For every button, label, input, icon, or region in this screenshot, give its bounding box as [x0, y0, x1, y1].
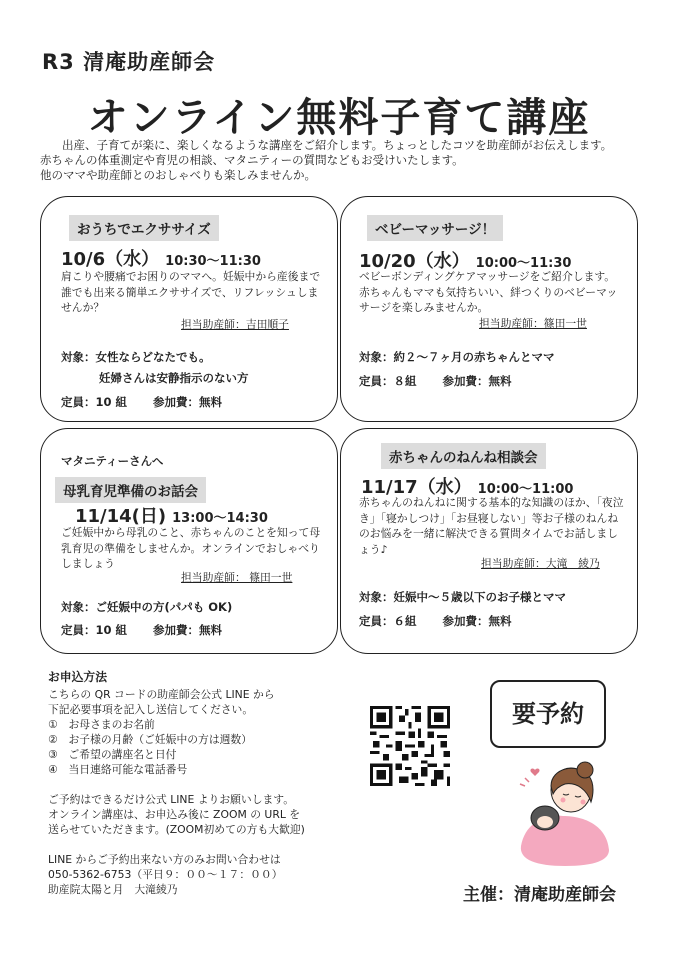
course-date — [61, 245, 261, 271]
application-item: ② お子様の月齢（ご妊娠中の方は週数） — [48, 733, 253, 746]
host-organizer: 主催：清庵助産師会 — [463, 885, 616, 905]
application-item: ① お母さまのお名前 — [48, 718, 155, 731]
course-title: 母乳育児準備のお話会 — [55, 477, 206, 503]
qr-code-icon[interactable] — [370, 706, 450, 786]
intro-text — [40, 138, 660, 183]
intro-line-1: 出産、子育てが楽に、楽しくなるような講座をご紹介します。ちょっとしたコツを助産師がお伝えします。 — [62, 138, 613, 152]
course-fee: 参加費：無料 — [153, 395, 223, 409]
application-item: ③ ご希望の講座名と日付 — [48, 748, 177, 761]
application-note: ご予約はできるだけ公式 LINE よりお願いします。 — [48, 793, 295, 806]
course-pre-title: マタニティーさんへ — [61, 454, 164, 468]
intro-line-3: 他のママや助産師とのおしゃべりも楽しみませんか。 — [40, 168, 316, 182]
application-note: オンライン講座は、お申込み後に ZOOM の URL を — [48, 808, 301, 821]
application-info — [48, 670, 368, 897]
course-target-note: 妊婦さんは安静指示のない方 — [99, 371, 249, 385]
course-capacity: 定員：10 組 — [61, 623, 128, 637]
course-instructor: 担当助産師：吉田順子 — [181, 318, 289, 331]
contact-line: 050-5362-6753（平日９：００～１７：００） — [48, 868, 283, 881]
course-title: ベビーマッサージ！ — [367, 215, 503, 241]
course-capacity: 定員：６組 — [359, 614, 417, 628]
course-time: 13:00～14:30 — [172, 511, 268, 526]
course-description: 肩こりや腰痛でお困りのママへ。妊娠中から産後まで誰でも出来る簡単エクササイズで、リフレッシュしませんか？ — [61, 270, 321, 314]
intro-line-2: 赤ちゃんの体重測定や育児の相談、マタニティーの質問などもお受けいたします。 — [40, 153, 464, 167]
course-date-day: 10/6（水） — [61, 249, 160, 270]
course-description: ベビーボンディングケアマッサージをご紹介します。赤ちゃんもママも気持ちいい、絆つくりのベビーマッサージを楽しみませんか。 — [359, 270, 618, 314]
course-fee: 参加費：無料 — [153, 623, 223, 637]
course-target: 対象：妊娠中～５歳以下のお子様とママ — [359, 590, 566, 604]
application-note: 送らせていただきます。(ZOOM初めての方も大歓迎) — [48, 823, 305, 836]
course-fee: 参加費：無料 — [442, 614, 512, 628]
course-description: 赤ちゃんのねんねに関する基本的な知識のほか、「夜泣き」「寝かしつけ」「お昼寝しない」等お子様のねんねのお悩みを一緒に解決できる質問タイムでお話しましょう♪ — [359, 496, 624, 556]
course-fee: 参加費：無料 — [442, 374, 512, 388]
course-card-exercise — [40, 196, 338, 422]
course-capacity: 定員：８組 — [359, 374, 417, 388]
course-target: 対象：女性ならどなたでも。 — [61, 350, 211, 364]
course-title: 赤ちゃんのねんね相談会 — [381, 443, 546, 469]
application-item: ④ 当日連絡可能な電話番号 — [48, 763, 188, 776]
course-capacity: 定員：10 組 — [61, 395, 128, 409]
course-date-day: 11/14(日) — [75, 506, 167, 527]
page-title: オンライン無料子育て講座 — [87, 95, 591, 141]
course-target: 対象：約２～７ヶ月の赤ちゃんとママ — [359, 350, 555, 364]
contact-line: LINE からご予約出来ない方のみお問い合わせは — [48, 853, 281, 866]
course-time: 10:00～11:30 — [475, 256, 572, 271]
course-capacity-fee — [359, 613, 512, 629]
course-card-baby-massage — [340, 196, 638, 422]
course-time: 10:30～11:30 — [165, 254, 261, 269]
course-card-breastfeeding — [40, 428, 338, 654]
course-time: 10:00～11:00 — [477, 482, 574, 497]
course-target: 対象：ご妊娠中の方(パパも OK) — [61, 600, 233, 614]
course-instructor: 担当助産師：大滝 綾乃 — [481, 557, 600, 570]
course-capacity-fee — [359, 373, 512, 389]
course-description: ご妊娠中から母乳のこと、赤ちゃんのことを知って母乳育児の準備をしませんか。オンラインでおしゃべりしましょう — [61, 526, 321, 570]
reservation-required-badge: 要予約 — [490, 680, 606, 748]
contact-line: 助産院太陽と月 大滝綾乃 — [48, 883, 178, 896]
application-heading: お申込方法 — [48, 670, 107, 684]
course-capacity-fee — [61, 622, 222, 638]
course-card-sleep-consult — [340, 428, 638, 654]
course-instructor: 担当助産師： 篠田一世 — [181, 571, 293, 584]
course-date-day: 11/17（水） — [361, 477, 472, 498]
course-capacity-fee — [61, 394, 222, 410]
course-title: おうちでエクササイズ — [69, 215, 219, 241]
application-line: こちらの QR コードの助産師会公式 LINE から — [48, 688, 275, 701]
course-instructor: 担当助産師：篠田一世 — [479, 317, 587, 330]
org-name: R3 清庵助産師会 — [42, 50, 216, 74]
application-line: 下記必要事項を記入し送信してください。 — [48, 703, 254, 716]
course-date-day: 10/20（水） — [359, 251, 470, 272]
mother-baby-illustration — [515, 760, 615, 870]
